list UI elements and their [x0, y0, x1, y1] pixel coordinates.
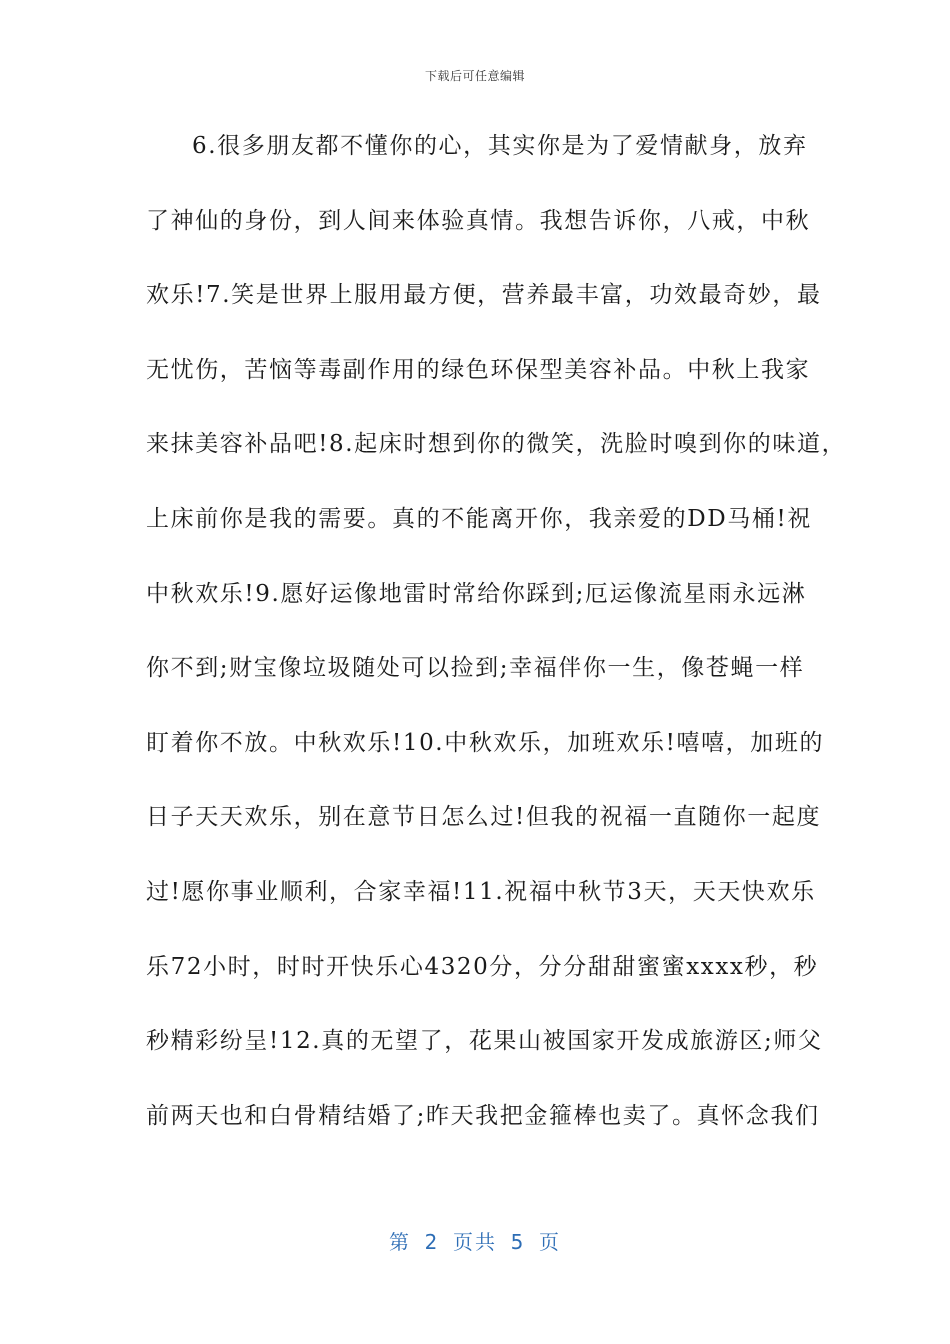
total-pages-number: 5	[510, 1230, 526, 1254]
body-line: 了神仙的身份，到人间来体验真情。我想告诉你，八戒，中秋	[146, 207, 811, 234]
body-line: 欢乐!7.笑是世界上服用最方便，营养最丰富，功效最奇妙，最	[146, 282, 822, 309]
footer-prefix: 第	[389, 1230, 411, 1254]
body-line: 过!愿你事业顺利，合家幸福!11.祝福中秋节3天，天天快欢乐	[146, 878, 816, 905]
body-line: 上床前你是我的需要。真的不能离开你，我亲爱的DD马桶!祝	[146, 505, 812, 532]
document-body	[146, 128, 847, 1172]
body-line: 你不到;财宝像垃圾随处可以捡到;幸福伴你一生，像苍蝇一样	[146, 655, 805, 682]
body-line: 6.很多朋友都不懂你的心，其实你是为了爱情献身，放弃	[192, 133, 808, 159]
body-line: 无忧伤，苦恼等毒副作用的绿色环保型美容补品。中秋上我家	[146, 356, 811, 383]
footer-suffix: 页	[539, 1230, 561, 1254]
body-line: 乐72小时，时时开快乐心4320分，分分甜甜蜜蜜xxxx秒，秒	[146, 953, 819, 980]
body-line: 盯着你不放。中秋欢乐!10.中秋欢乐，加班欢乐!嘻嘻，加班的	[146, 729, 825, 756]
current-page-number: 2	[424, 1230, 440, 1254]
body-line: 前两天也和白骨精结婚了;昨天我把金箍棒也卖了。真怀念我们	[146, 1102, 820, 1129]
footer-middle: 页共	[453, 1230, 497, 1254]
body-line: 秒精彩纷呈!12.真的无望了，花果山被国家开发成旅游区;师父	[146, 1028, 823, 1055]
body-line: 日子天天欢乐，别在意节日怎么过!但我的祝福一直随你一起度	[146, 804, 822, 831]
body-line: 来抹美容补品吧!8.起床时想到你的微笑，洗脸时嗅到你的味道，	[146, 431, 847, 458]
body-line: 中秋欢乐!9.愿好运像地雷时常给你踩到;厄运像流星雨永远淋	[146, 580, 807, 607]
download-note: 下载后可任意编辑	[424, 69, 525, 83]
page-number-footer	[0, 1226, 950, 1255]
